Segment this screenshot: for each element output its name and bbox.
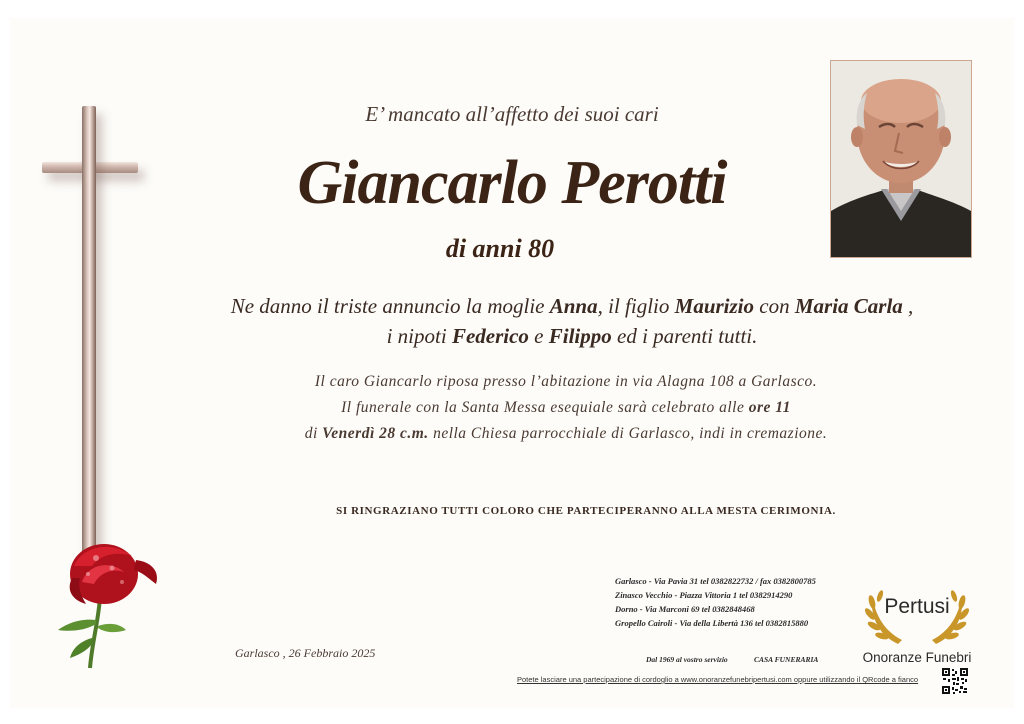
- address-gropello: Gropello Cairoli - Via della Libertà 136 tel 0382815880: [615, 618, 809, 628]
- text-run: nella Chiesa parrocchiale di Garlasco, indi in cremazione.: [428, 425, 828, 442]
- text-run: e: [528, 324, 549, 348]
- date-line: Garlasco , 26 Febbraio 2025: [235, 646, 376, 660]
- funeral-line-2: [10, 399, 1024, 417]
- participation-link[interactable]: Potete lasciare una partecipazione di cordoglio a www.onoranzefunebripertusi.com oppure utilizzando il QRcode a fianco: [517, 675, 919, 684]
- highlighted-name: Maria Carla: [794, 294, 903, 318]
- highlighted-name: Filippo: [548, 324, 612, 348]
- text-run: i nipoti: [386, 324, 452, 348]
- funeral-line-3: [10, 425, 1024, 443]
- funeral-line-1: [10, 373, 1024, 391]
- qr-code-icon[interactable]: [942, 668, 968, 694]
- deceased-name: Giancarlo Perotti: [297, 149, 727, 217]
- address-zinasco: Zinasco Vecchio - Piazza Vittoria 1 tel 0382914290: [615, 590, 793, 600]
- text-run: Il caro Giancarlo riposa presso l’abitazione in via Alagna 108 a Garlasco.: [314, 373, 818, 390]
- text-run: Il funerale con la Santa Messa esequiale sarà celebrato alle: [341, 399, 749, 416]
- since-line: Dal 1969 al vostro servizio: [646, 655, 728, 664]
- obituary-sheet: [10, 18, 1014, 708]
- text-run: ,: [902, 294, 914, 318]
- portrait-image: [831, 61, 971, 257]
- highlighted-name: ore 11: [748, 399, 791, 416]
- thanks-line: SI RINGRAZIANO TUTTI COLORO CHE PARTECIPERANNO ALLA MESTA CERIMONIA.: [336, 505, 836, 517]
- logo-name: Pertusi: [884, 595, 950, 618]
- highlighted-name: Federico: [451, 324, 529, 348]
- announcement-line-2: [10, 324, 1024, 349]
- text-run: Ne danno il triste annuncio la moglie: [230, 294, 550, 318]
- highlighted-name: Maurizio: [674, 294, 755, 318]
- text-run: ed i parenti tutti.: [611, 324, 758, 348]
- casa-funeraria-label: CASA FUNERARIA: [754, 655, 819, 664]
- address-garlasco: Garlasco - Via Pavia 31 tel 0382822732 / fax 0382800785: [615, 576, 816, 586]
- text-run: con: [754, 294, 795, 318]
- announcement-line-1: [10, 294, 1024, 319]
- address-dorno: Dorno - Via Marconi 69 tel 0382848468: [615, 604, 755, 614]
- highlighted-name: Venerdì 28 c.m.: [322, 425, 429, 442]
- portrait-photo: [830, 60, 972, 258]
- intro-line: E’ mancato all’affetto dei suoi cari: [365, 102, 659, 126]
- rose-icon: [52, 538, 172, 678]
- text-run: di: [304, 425, 323, 442]
- text-run: , il figlio: [597, 294, 675, 318]
- highlighted-name: Anna: [549, 294, 598, 318]
- deceased-age: di anni 80: [445, 234, 555, 263]
- logo-subtitle: Onoranze Funebri: [862, 650, 972, 665]
